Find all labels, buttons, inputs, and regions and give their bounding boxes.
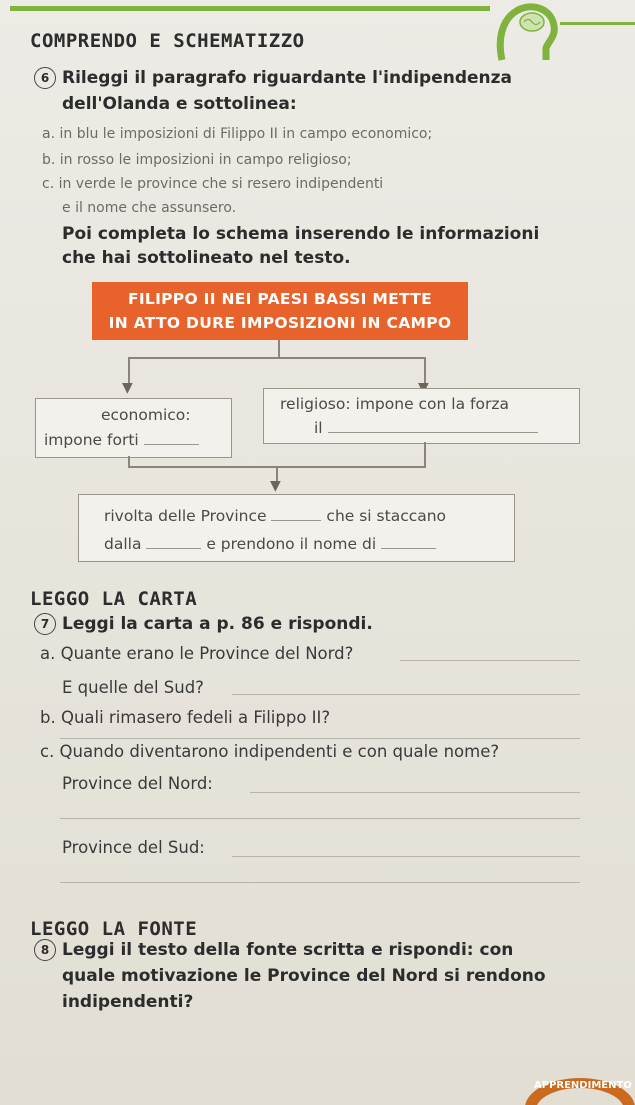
q7-title: [34, 612, 373, 636]
q7-c-nord-answer-line2[interactable]: [60, 818, 580, 819]
q7-a1-answer-line[interactable]: [400, 660, 580, 661]
header-rule: [10, 6, 490, 11]
q6-item-c1: c. in verde le province che si resero indipendenti: [42, 176, 384, 192]
box-religioso: [263, 388, 580, 444]
banner-line2: IN ATTO DURE IMPOSIZIONI IN CAMPO: [108, 314, 452, 332]
result-line2b: e prendono il nome di: [206, 535, 377, 553]
q6-item-a: a. in blu le imposizioni di Filippo II in campo economico;: [42, 126, 433, 142]
header-rule-right: [560, 22, 635, 25]
connector-horizontal-top: [128, 357, 426, 359]
connector-vertical-top: [278, 340, 280, 358]
result-blank-1[interactable]: [271, 520, 321, 521]
q7-title-text: Leggi la carta a p. 86 e rispondi.: [62, 614, 373, 634]
q7-c-sud: Province del Sud:: [62, 838, 205, 857]
result-line2: [104, 535, 436, 553]
eco-line2: [44, 431, 199, 449]
q6-number: 6: [34, 67, 56, 89]
q6-title: [34, 66, 512, 90]
eco-answer-blank[interactable]: [144, 444, 199, 445]
q6-title-line2: dell'Olanda e sottolinea:: [62, 94, 297, 114]
rel-answer-blank[interactable]: [328, 432, 538, 433]
stamp-text: APPRENDIMENTO: [534, 1080, 632, 1091]
section-title-carta: LEGGO LA CARTA: [30, 588, 198, 610]
schema-banner: [92, 282, 468, 340]
q6-title-line1: Rileggi il paragrafo riguardante l'indipendenza: [62, 68, 513, 88]
q7-a1: a. Quante erano le Province del Nord?: [40, 644, 354, 663]
q7-a2-answer-line[interactable]: [232, 694, 580, 695]
q6-item-b: b. in rosso le imposizioni in campo religioso;: [42, 152, 352, 168]
q7-b: b. Quali rimasero fedeli a Filippo II?: [40, 708, 331, 727]
q8-line1: Leggi il testo della fonte scritta e rispondi: con: [62, 940, 514, 960]
arrow-down-left-icon: ▼: [122, 380, 133, 396]
q8-line3: indipendenti?: [62, 992, 194, 1012]
arrow-down-center-icon: ▼: [270, 478, 281, 494]
q6-instr-line1: Poi completa lo schema inserendo le informazioni: [62, 224, 540, 244]
eco-line1: economico:: [101, 406, 191, 424]
rel-line2-text: il: [314, 419, 323, 437]
q7-b-answer-line[interactable]: [60, 738, 580, 739]
q8-line2: quale motivazione le Province del Nord si rendono: [62, 966, 546, 986]
q7-c-nord-answer-line[interactable]: [250, 792, 580, 793]
brain-head-icon: [488, 2, 560, 62]
apprendimento-stamp: [520, 1068, 635, 1105]
result-line1b: che si staccano: [326, 507, 447, 525]
box-result: [78, 494, 515, 562]
rel-line1: religioso: impone con la forza: [280, 395, 509, 413]
q7-a2: E quelle del Sud?: [62, 678, 204, 697]
result-blank-2[interactable]: [146, 548, 201, 549]
result-line1a: rivolta delle Province: [104, 507, 267, 525]
q7-c-nord: Province del Nord:: [62, 774, 213, 793]
banner-line1: FILIPPO II NEI PAESI BASSI METTE: [127, 290, 433, 308]
result-blank-3[interactable]: [381, 548, 436, 549]
connector-rel-down: [424, 442, 426, 468]
result-line2a: dalla: [104, 535, 142, 553]
rel-line2: [314, 419, 538, 437]
q8-title: [34, 938, 513, 962]
q6-instr-line2: che hai sottolineato nel testo.: [62, 248, 351, 268]
q8-number: 8: [34, 939, 56, 961]
q7-c: c. Quando diventarono indipendenti e con quale nome?: [40, 742, 500, 761]
q7-c-sud-answer-line[interactable]: [232, 856, 580, 857]
q7-number: 7: [34, 613, 56, 635]
box-economico: [35, 398, 232, 458]
result-line1: [104, 507, 446, 525]
q7-c-sud-answer-line2[interactable]: [60, 882, 580, 883]
section-title-comprendo: COMPRENDO E SCHEMATIZZO: [30, 30, 305, 52]
eco-line2-text: impone forti: [44, 431, 139, 449]
q6-item-c2: e il nome che assunsero.: [62, 200, 237, 216]
section-title-fonte: LEGGO LA FONTE: [30, 918, 198, 940]
